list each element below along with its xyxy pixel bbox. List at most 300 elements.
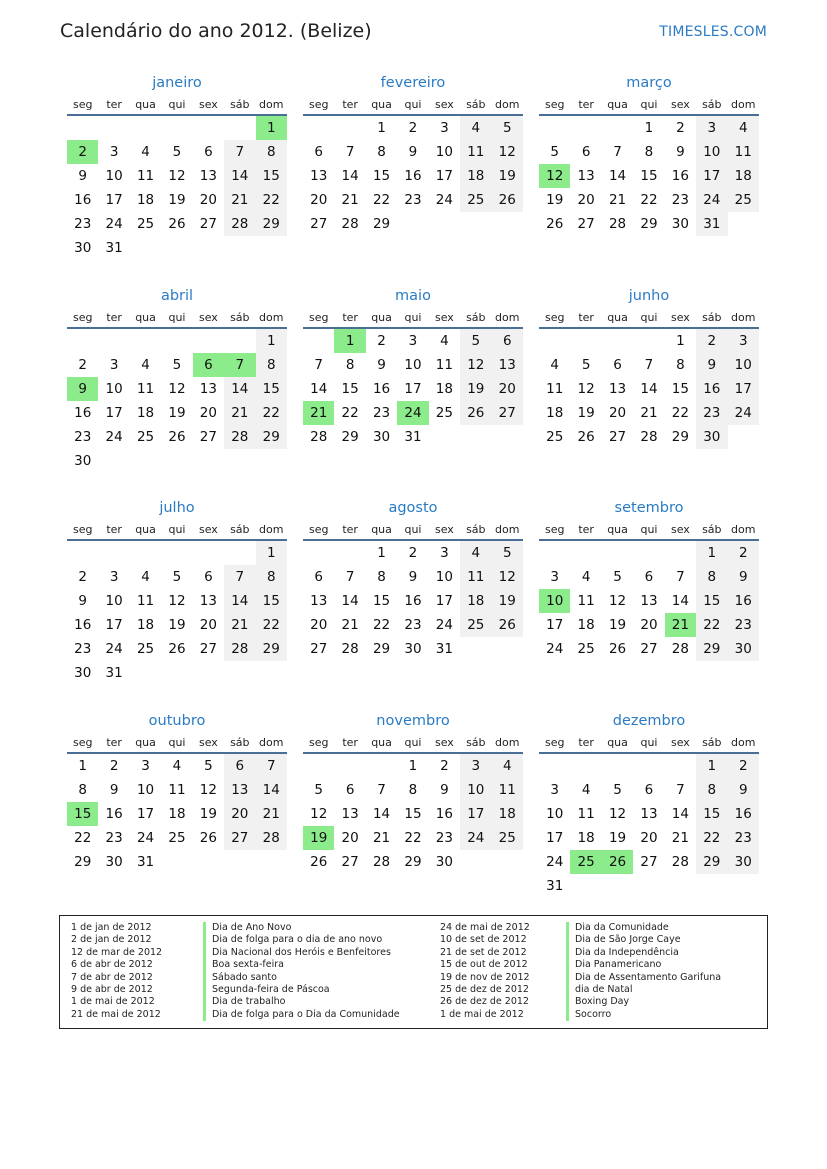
weekday-header [303,519,523,541]
weekday-label: seg [544,98,565,111]
weekday-label: qui [404,311,422,324]
day-cell: 13 [608,381,627,397]
holiday-date: 6 de abr de 2012 [71,959,153,971]
day-cell: 4 [492,754,523,778]
day-cell: 8 [696,565,727,589]
day-cell: 24 [435,192,453,208]
day-cell: 13 [310,593,328,609]
day-cell: 4 [460,541,491,565]
day-cell: 24 [435,617,453,633]
day-cell: 27 [310,216,328,232]
day-cell: 26 [460,401,491,425]
holiday-name: Dia de folga para o dia de ano novo [203,934,400,946]
day-cell: 3 [109,569,119,585]
day-cell: 18 [546,405,564,421]
day-cell: 8 [78,782,87,798]
weekday-label: ter [106,98,122,111]
day-cell: 12 [168,381,186,397]
holiday-day-cell: 10 [539,589,570,613]
day-cell: 11 [577,806,595,822]
day-cell: 8 [676,357,685,373]
day-cell: 21 [341,617,359,633]
day-cell: 2 [728,541,759,565]
weekday-label: qui [404,736,422,749]
day-cell: 15 [696,802,727,826]
day-cell: 6 [224,754,255,778]
day-cell: 18 [460,589,491,613]
day-cell: 15 [372,593,391,609]
day-cell: 6 [613,357,622,373]
day-cell: 3 [550,569,559,585]
day-cell: 2 [676,120,685,136]
day-cell: 12 [492,140,523,164]
day-grid [303,754,523,874]
day-cell: 21 [224,188,255,212]
day-cell: 12 [608,806,627,822]
holiday-day-cell: 1 [334,329,365,353]
weekday-label: qua [371,98,392,111]
day-cell: 16 [372,381,391,397]
day-cell: 19 [492,164,523,188]
day-cell: 30 [372,429,391,445]
month-4 [303,285,523,449]
day-cell: 28 [671,854,689,870]
day-cell: 14 [671,806,689,822]
day-cell: 24 [105,429,123,445]
day-cell: 28 [671,641,689,657]
day-cell: 21 [608,192,627,208]
weekday-label: qui [640,523,658,536]
day-cell: 14 [341,593,359,609]
holiday-day-cell: 1 [256,116,287,140]
day-cell: 12 [492,565,523,589]
holiday-date: 9 de abr de 2012 [71,983,153,995]
day-cell: 19 [460,377,491,401]
weekday-label: qua [135,523,156,536]
day-cell: 8 [377,569,386,585]
weekday-label: ter [578,523,594,536]
month-name: abril [160,288,194,304]
day-cell: 11 [168,782,186,798]
weekday-label: qua [371,311,392,324]
day-cell: 3 [109,357,119,373]
holiday-day-cell: 21 [665,613,696,637]
day-cell: 19 [168,617,186,633]
day-cell: 4 [172,758,182,774]
day-cell: 27 [608,429,627,445]
holiday-day-cell: 26 [602,850,633,874]
day-cell: 7 [613,144,622,160]
day-cell: 20 [224,802,255,826]
holiday-legend [59,915,768,1029]
day-cell: 7 [256,754,287,778]
day-cell: 20 [640,617,658,633]
day-cell: 21 [224,401,255,425]
weekday-header [67,94,287,116]
holiday-date: 19 de nov de 2012 [440,971,530,983]
day-cell: 25 [546,429,564,445]
month-9 [67,710,287,874]
brand-link[interactable]: TIMESLES.COM [659,24,767,40]
day-cell: 13 [199,381,217,397]
day-cell: 12 [168,168,186,184]
day-cell: 5 [581,357,591,373]
day-cell: 31 [435,641,453,657]
weekday-label: qua [607,311,628,324]
day-cell: 12 [199,782,217,798]
day-cell: 22 [256,613,287,637]
day-cell: 30 [728,637,759,661]
weekday-label: sáb [466,311,486,324]
weekday-label: sex [198,523,218,536]
weekday-label: sáb [466,98,486,111]
holiday-name: Dia de São Jorge Caye [566,934,721,946]
day-cell: 29 [341,429,359,445]
day-cell: 22 [74,830,92,846]
holiday-name: Sábado santo [203,972,400,984]
day-cell: 29 [256,212,287,236]
day-cell: 17 [546,830,564,846]
day-cell: 29 [372,641,391,657]
weekday-label: qua [135,736,156,749]
holiday-names-right [566,922,721,1021]
holiday-name: Dia da Comunidade [566,922,721,934]
day-cell: 9 [440,782,449,798]
day-cell: 8 [256,140,287,164]
day-cell: 3 [141,758,150,774]
day-cell: 7 [676,782,685,798]
day-cell: 4 [141,357,150,373]
day-cell: 27 [492,401,523,425]
weekday-label: dom [259,523,284,536]
weekday-header [539,94,759,116]
weekday-label: sáb [466,523,486,536]
day-cell: 1 [377,545,386,561]
day-cell: 16 [435,806,453,822]
day-cell: 18 [577,617,595,633]
day-cell: 2 [408,120,418,136]
day-grid [539,116,759,236]
day-cell: 3 [440,120,449,136]
month-name: agosto [388,500,438,516]
day-cell: 10 [435,144,453,160]
weekday-label: dom [731,523,756,536]
day-cell: 5 [492,541,523,565]
day-grid [303,116,523,236]
day-cell: 2 [408,545,418,561]
day-cell: 15 [256,164,287,188]
day-cell: 23 [671,192,689,208]
day-cell: 27 [640,641,658,657]
day-cell: 7 [676,569,685,585]
month-1 [303,72,523,236]
day-cell: 1 [696,754,727,778]
day-cell: 18 [435,381,453,397]
day-cell: 23 [728,826,759,850]
month-name: fevereiro [380,75,446,91]
day-cell: 19 [168,405,186,421]
weekday-label: dom [731,736,756,749]
day-cell: 22 [640,192,658,208]
day-cell: 26 [199,830,217,846]
day-cell: 30 [105,854,123,870]
day-cell: 14 [256,778,287,802]
day-cell: 23 [728,613,759,637]
day-cell: 4 [728,116,759,140]
day-cell: 24 [546,854,564,870]
day-cell: 5 [204,758,213,774]
day-cell: 30 [74,240,92,256]
day-cell: 25 [728,188,759,212]
day-cell: 22 [372,617,391,633]
day-cell: 1 [644,120,654,136]
holiday-date: 12 de mar de 2012 [71,946,163,958]
day-cell: 16 [74,405,92,421]
day-cell: 4 [581,569,591,585]
day-cell: 8 [696,778,727,802]
month-name: dezembro [612,713,686,729]
day-cell: 14 [224,164,255,188]
holiday-name: Boa sexta-feira [203,959,400,971]
day-cell: 27 [640,854,658,870]
month-11 [539,710,759,898]
weekday-header [67,519,287,541]
day-cell: 10 [105,381,123,397]
weekday-label: dom [731,311,756,324]
day-cell: 17 [460,802,491,826]
day-cell: 26 [492,188,523,212]
day-cell: 22 [671,405,689,421]
day-cell: 16 [105,806,123,822]
weekday-header [303,94,523,116]
day-cell: 9 [676,144,685,160]
day-cell: 10 [435,569,453,585]
weekday-label: seg [72,736,93,749]
day-cell: 12 [310,806,328,822]
day-cell: 27 [310,641,328,657]
day-cell: 20 [310,617,328,633]
day-cell: 13 [341,806,359,822]
holiday-date: 21 de set de 2012 [440,946,527,958]
day-cell: 23 [404,617,422,633]
holiday-date: 21 de mai de 2012 [71,1008,161,1020]
day-cell: 4 [141,569,150,585]
month-name: novembro [376,713,450,729]
day-cell: 20 [310,192,328,208]
day-cell: 26 [492,613,523,637]
day-cell: 23 [74,216,92,232]
holiday-day-cell: 21 [303,401,334,425]
day-cell: 20 [640,830,658,846]
weekday-label: seg [544,311,565,324]
day-cell: 25 [136,641,155,657]
day-cell: 13 [199,593,217,609]
day-cell: 27 [199,216,217,232]
holiday-day-cell: 25 [570,850,601,874]
holiday-day-cell: 7 [224,353,255,377]
weekday-label: ter [578,736,594,749]
day-cell: 19 [168,192,186,208]
weekday-header [67,732,287,754]
day-cell: 28 [640,429,658,445]
holiday-name: Socorro [566,1009,721,1021]
holiday-dates-right [440,922,530,1021]
day-cell: 25 [136,216,155,232]
weekday-label: sáb [230,311,250,324]
weekday-label: qui [168,311,186,324]
weekday-label: qua [371,736,392,749]
holiday-name: Dia de Assentamento Garifuna [566,972,721,984]
day-cell: 5 [613,569,622,585]
holiday-date: 24 de mai de 2012 [440,922,530,933]
day-cell: 19 [546,192,564,208]
day-cell: 8 [644,144,654,160]
month-name: março [626,75,672,91]
day-cell: 8 [345,357,355,373]
day-cell: 15 [372,168,391,184]
day-cell: 14 [310,381,328,397]
day-cell: 3 [109,144,119,160]
day-cell: 28 [224,637,255,661]
day-cell: 27 [341,854,359,870]
day-cell: 8 [408,782,418,798]
day-cell: 31 [136,854,155,870]
weekday-label: ter [342,523,358,536]
day-cell: 27 [224,826,255,850]
day-cell: 20 [577,192,595,208]
weekday-label: sex [434,311,454,324]
holiday-name: Segunda-feira de Páscoa [203,984,400,996]
day-cell: 11 [460,565,491,589]
day-cell: 18 [168,806,186,822]
day-cell: 17 [696,164,727,188]
weekday-label: sex [434,736,454,749]
holiday-day-cell: 15 [67,802,98,826]
day-cell: 1 [377,120,386,136]
holiday-dates-left [71,922,162,1021]
day-cell: 18 [577,830,595,846]
day-cell: 24 [696,188,727,212]
day-cell: 11 [492,778,523,802]
day-cell: 2 [109,758,119,774]
day-cell: 9 [728,565,759,589]
weekday-label: dom [259,736,284,749]
day-grid [303,541,523,661]
weekday-label: ter [342,98,358,111]
day-cell: 7 [345,144,355,160]
day-cell: 6 [644,569,654,585]
holiday-day-cell: 12 [539,164,570,188]
day-cell: 25 [460,188,491,212]
day-cell: 9 [109,782,119,798]
day-cell: 29 [696,850,727,874]
day-cell: 16 [74,617,92,633]
day-cell: 1 [696,541,727,565]
day-cell: 20 [341,830,359,846]
weekday-label: dom [731,98,756,111]
day-cell: 27 [199,641,217,657]
day-cell: 23 [696,401,727,425]
day-cell: 2 [696,329,727,353]
holiday-date: 15 de out de 2012 [440,959,528,971]
day-cell: 17 [435,593,453,609]
weekday-label: ter [106,523,122,536]
day-cell: 23 [372,405,391,421]
day-cell: 9 [78,593,87,609]
day-cell: 14 [224,589,255,613]
weekday-label: qui [640,736,658,749]
day-cell: 21 [671,830,689,846]
holiday-name: Dia da Independência [566,947,721,959]
day-cell: 29 [372,216,391,232]
weekday-label: ter [106,736,122,749]
day-cell: 22 [696,826,727,850]
day-cell: 29 [74,854,92,870]
day-cell: 3 [440,545,449,561]
day-cell: 10 [728,353,759,377]
day-cell: 28 [224,425,255,449]
day-cell: 30 [74,665,92,681]
month-5 [539,285,759,449]
month-name: outubro [148,713,206,729]
day-cell: 30 [696,425,727,449]
weekday-label: qua [135,311,156,324]
weekday-label: dom [259,311,284,324]
weekday-label: sex [434,523,454,536]
day-cell: 18 [136,617,155,633]
day-cell: 25 [577,641,595,657]
day-cell: 1 [256,541,287,565]
weekday-header [539,732,759,754]
holiday-day-cell: 24 [397,401,428,425]
day-cell: 23 [74,641,92,657]
day-cell: 26 [577,429,595,445]
weekday-label: qui [404,523,422,536]
day-cell: 21 [640,405,658,421]
day-cell: 23 [435,830,453,846]
day-cell: 28 [224,212,255,236]
day-cell: 29 [640,216,658,232]
day-grid [539,329,759,449]
day-cell: 13 [310,168,328,184]
month-3 [67,285,287,473]
weekday-header [539,519,759,541]
day-cell: 18 [460,164,491,188]
month-8 [539,497,759,661]
holiday-date: 1 de jan de 2012 [71,922,152,933]
day-cell: 24 [460,826,491,850]
weekday-label: seg [544,523,565,536]
day-cell: 15 [696,589,727,613]
month-6 [67,497,287,685]
day-cell: 15 [671,381,689,397]
day-cell: 11 [546,381,564,397]
day-cell: 14 [372,806,391,822]
day-cell: 16 [404,168,422,184]
day-cell: 14 [640,381,658,397]
day-cell: 15 [404,806,422,822]
weekday-label: qua [607,98,628,111]
weekday-label: qui [168,98,186,111]
holiday-date: 1 de mai de 2012 [71,996,155,1008]
weekday-label: ter [578,311,594,324]
weekday-label: qui [404,98,422,111]
day-cell: 11 [577,593,595,609]
weekday-label: qui [168,523,186,536]
day-cell: 16 [728,802,759,826]
day-cell: 8 [377,144,386,160]
day-cell: 9 [408,144,418,160]
